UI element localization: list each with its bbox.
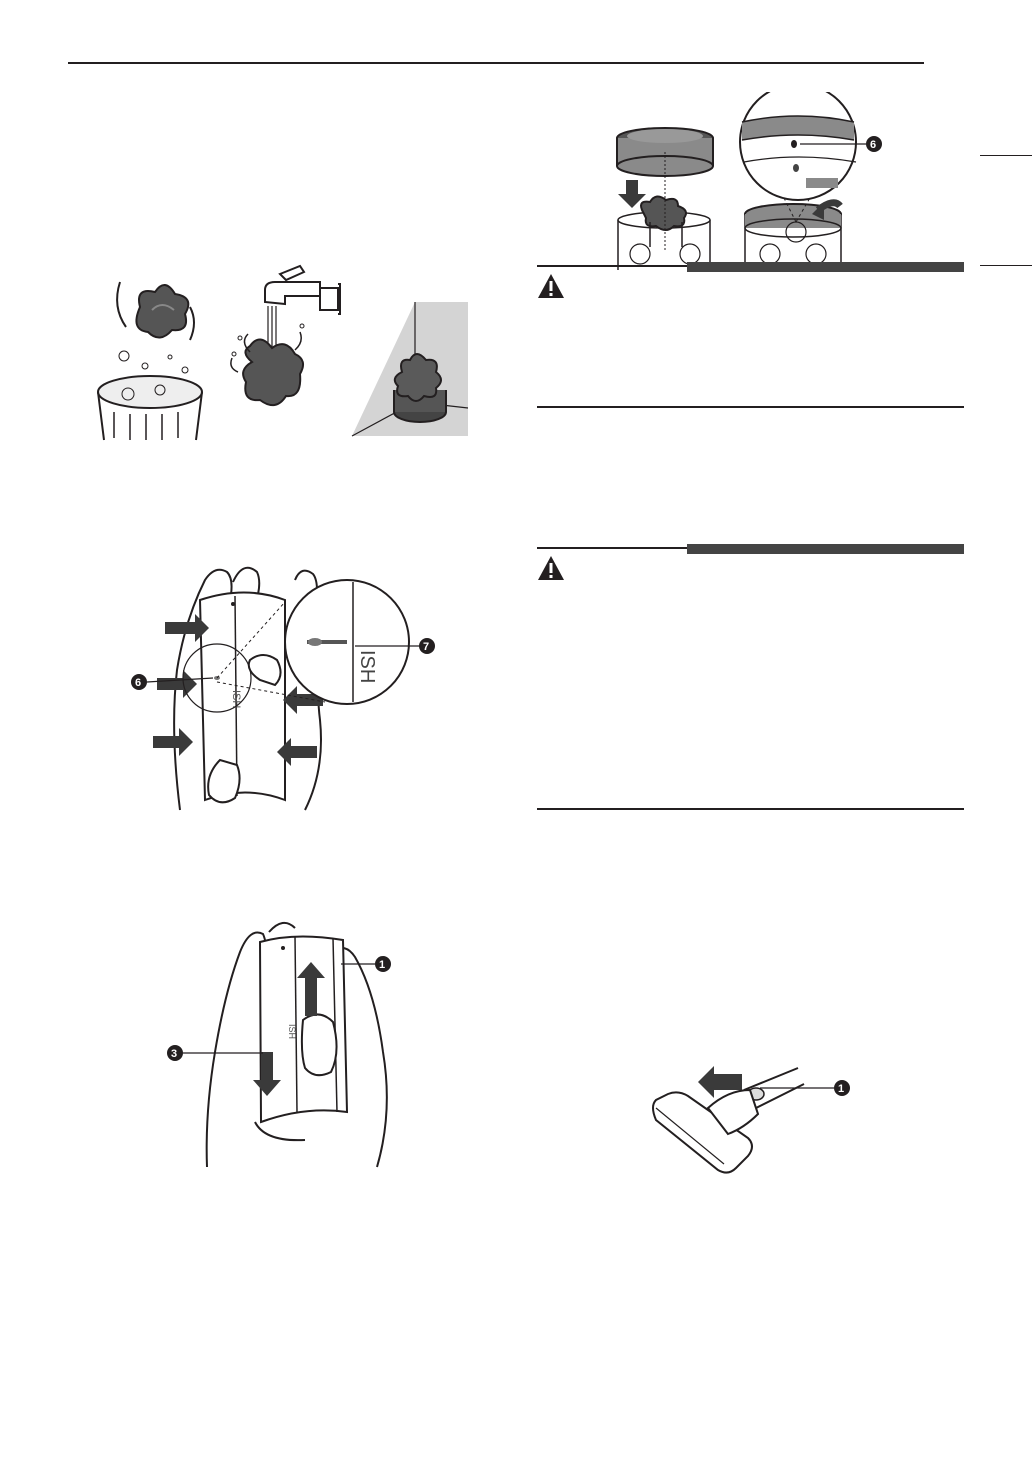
nozzle-release-illustration xyxy=(648,1060,858,1180)
warning-1-header-bar xyxy=(687,262,964,272)
callout-1-left-label: 1 xyxy=(379,959,386,971)
svg-text:ISH: ISH xyxy=(230,690,242,709)
warning-1-bottom-rule xyxy=(537,406,964,408)
warning-1-top-rule xyxy=(537,265,687,267)
warning-triangle-icon xyxy=(536,554,566,582)
tap-filter-over-bin xyxy=(98,282,202,440)
reassemble-filter-illustration xyxy=(610,92,890,272)
svg-text:ISH: ISH xyxy=(287,1024,297,1040)
callout-6-right-label: 6 xyxy=(870,139,877,151)
squeeze-filter-housing-illustration xyxy=(125,560,440,812)
callout-3-label: 3 xyxy=(171,1048,178,1060)
separate-filter-housing-illustration xyxy=(165,912,405,1170)
warning-2-bottom-rule xyxy=(537,808,964,810)
callout-6-label: 6 xyxy=(135,677,142,689)
edge-tab-line-top xyxy=(980,155,1032,156)
warning-triangle-icon xyxy=(536,272,566,300)
callout-7-label: 7 xyxy=(423,641,430,653)
rinse-filter-under-tap xyxy=(231,266,340,405)
warning-2-top-rule xyxy=(537,547,687,549)
header-rule xyxy=(68,62,924,64)
callout-1-right-label: 1 xyxy=(838,1083,845,1095)
filter-cleaning-illustration xyxy=(90,262,475,442)
edge-tab-line-bottom xyxy=(980,265,1032,266)
warning-2-header-bar xyxy=(687,544,964,554)
dry-filter-in-shade xyxy=(352,302,468,436)
svg-text:ISH: ISH xyxy=(356,650,378,684)
